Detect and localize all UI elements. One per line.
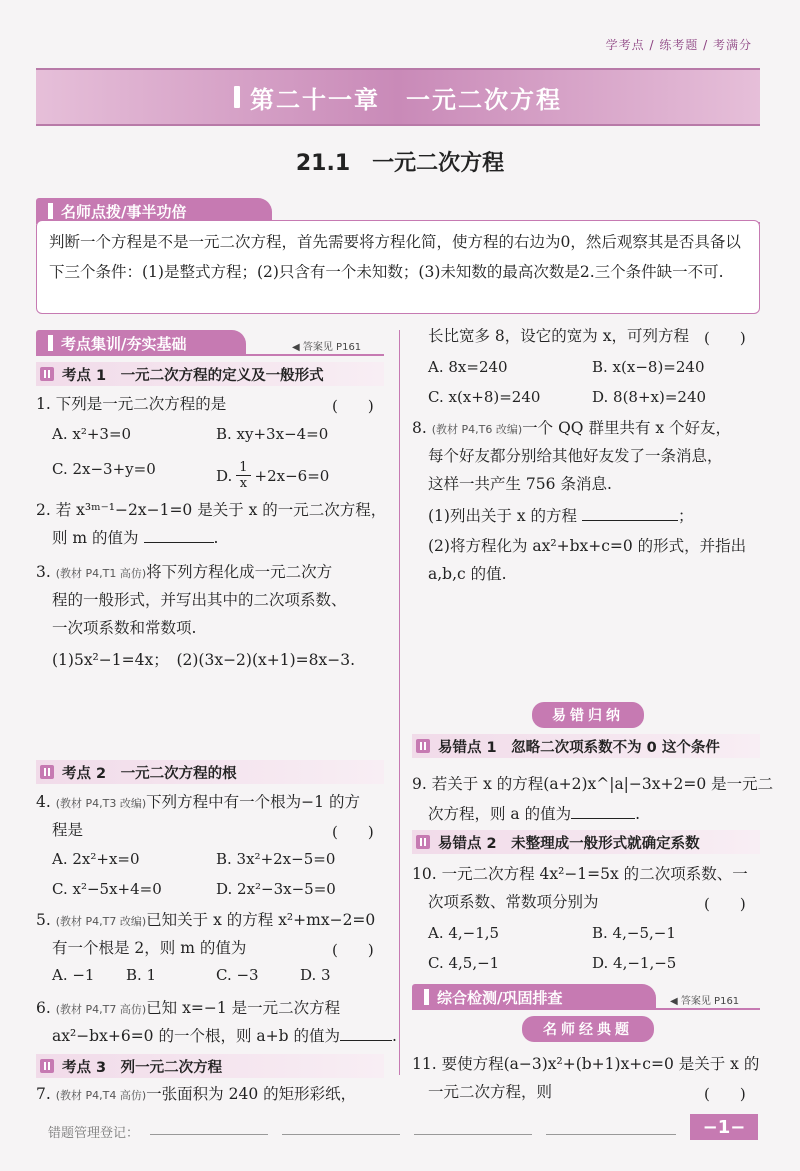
q1-stem: 1. 下列是一元二次方程的是 [36,395,227,413]
q8-line4-end: ； [678,507,694,525]
q5-number: 5. [36,911,51,929]
err-1-label: 易错点 1 忽略二次项系数不为 0 这个条件 [438,739,720,756]
footer-line-4[interactable] [546,1134,676,1135]
bar-icon [48,335,53,351]
q4-line2: 程是 [52,821,84,839]
badge-error-summary: 易错归纳 [532,702,644,728]
kp-2 [36,760,384,784]
q7-option-b: B. x(x−8)=240 [592,358,705,376]
q10-line1: 10. 一元二次方程 4x²−1=5x 的二次项系数、一 [412,865,748,883]
q2-line1: 2. 若 x³ᵐ⁻¹−2x−1=0 是关于 x 的一元二次方程， [36,501,387,519]
q3-line2: 程的一般形式，并写出其中的二次项系数、 [52,591,347,609]
q8-line2: 每个好友都分别给其他好友发了一条消息， [428,447,723,465]
q7-option-a: A. 8x=240 [428,358,508,376]
q10-option-d: D. 4,−1,−5 [592,954,677,972]
kp-3 [36,1054,384,1078]
q1-option-c: C. 2x−3+y=0 [52,460,156,478]
q3-line1: 3. (教材 P4,T1 高仿)将下列方程化成一元二次方 [36,563,333,581]
q5-line2: 有一个根是 2，则 m 的值为 [52,939,247,957]
answer-ref-2-text: 答案见 P161 [680,996,740,1007]
chapter-title: 第二十一章 一元二次方程 [250,85,562,114]
bar-icon [48,203,53,219]
q4-line1 [36,788,360,818]
q7-line1 [36,1080,356,1110]
page-number: −1− [690,1114,758,1140]
q8-line3: 这样一共产生 756 条消息. [428,475,612,493]
q4-option-b: B. 3x²+2x−5=0 [216,850,336,868]
q2-line2: 则 m 的值为 . [52,529,219,547]
tip-box [36,220,760,314]
q1-d-numerator: 1 [236,460,250,476]
bar-icon [234,86,240,108]
footer-line-2[interactable] [282,1134,400,1135]
q5-line1 [36,906,375,936]
q1-paren: ( ) [332,397,374,415]
q8-number: 8. [412,419,427,437]
q5-paren: ( ) [332,941,374,959]
q1-option-a: A. x²+3=0 [52,425,132,443]
q8-line6: a,b,c 的值. [428,565,507,583]
q4-option-d: D. 2x²−3x−5=0 [216,880,336,898]
chapter-banner [36,68,760,126]
q8-source: (教材 P4,T6 改编) [431,423,523,436]
q7-option-c: C. x(x+8)=240 [428,388,541,406]
left-tab [36,330,246,356]
q7-line1-text: 一张面积为 240 的矩形彩纸， [146,1085,357,1103]
q11-line1: 11. 要使方程(a−3)x²+(b+1)x+c=0 是关于 x 的 [412,1055,760,1073]
bar-icon [424,989,429,1005]
q6-source: (教材 P4,T7 高仿) [55,1003,147,1016]
q5-option-b: B. 1 [126,966,157,984]
q3-line1-text: 将下列方程化成一元二次方 [146,563,333,581]
q1-option-b: B. xy+3x−4=0 [216,425,329,443]
pause-icon [40,765,54,779]
q10-option-a: A. 4,−1,5 [428,924,500,942]
q4-paren: ( ) [332,823,374,841]
q10-line2: 次项系数、常数项分别为 [428,893,599,911]
pause-icon [40,1059,54,1073]
q1-d-prefix: D. [216,466,233,485]
q7-source: (教材 P4,T4 高仿) [55,1089,147,1102]
q8-line4-text: (1)列出关于 x 的方程 [428,507,578,525]
q5-option-d: D. 3 [300,966,331,984]
q5-source: (教材 P4,T7 改编) [55,915,147,928]
left-tab-label: 考点集训/夯实基础 [61,334,187,353]
left-tab-underline [36,354,384,356]
q6-line1-text: 已知 x=−1 是一元二次方程 [146,999,341,1017]
q10-paren: ( ) [704,895,746,913]
footer-line-3[interactable] [414,1134,532,1135]
q11-paren: ( ) [704,1085,746,1103]
tip-tab-label: 名师点拨/事半功倍 [61,202,187,221]
err-2-label: 易错点 2 未整理成一般形式就确定系数 [438,835,700,852]
kp-2-label: 考点 2 一元二次方程的根 [62,765,237,782]
q10-option-b: B. 4,−5,−1 [592,924,676,942]
q7-option-d: D. 8(8+x)=240 [592,388,707,406]
q10-option-c: C. 4,5,−1 [428,954,500,972]
q2-blank[interactable] [144,542,214,543]
kp-3-label: 考点 3 列一元二次方程 [62,1059,223,1076]
kp-1 [36,362,384,386]
q1-d-fraction [236,460,250,491]
q8-line1-text: 一个 QQ 群里共有 x 个好友， [522,419,732,437]
footer-label: 错题管理登记： [48,1126,140,1141]
q7-paren: ( ) [704,329,746,347]
answer-ref-2: ◀ 答案见 P161 [670,996,740,1007]
q9-line2-text: 次方程，则 a 的值为 [428,805,572,823]
err-1 [412,734,760,758]
answer-ref-text: 答案见 P161 [302,342,362,353]
q9-line2: 次方程，则 a 的值为 . [428,805,641,823]
q4-option-a: A. 2x²+x=0 [52,850,140,868]
q8-blank[interactable] [582,520,678,521]
q6-line2-text: ax²−bx+6=0 的一个根，则 a+b 的值为 [52,1027,340,1045]
q4-number: 4. [36,793,51,811]
q3-line4: (1)5x²−1=4x； (2)(3x−2)(x+1)=8x−3. [52,651,356,669]
q5-option-a: A. −1 [52,966,95,984]
q1-option-d [216,460,329,491]
q3-source: (教材 P4,T1 高仿) [55,567,147,580]
q6-blank[interactable] [340,1040,392,1041]
q1-d-denominator: x [239,476,248,491]
right-tab [412,984,656,1010]
q7-number: 7. [36,1085,51,1103]
q5-line1-text: 已知关于 x 的方程 x²+mx−2=0 [146,911,376,929]
footer-line-1[interactable] [150,1134,268,1135]
section-title: 21.1 一元二次方程 [295,151,505,176]
q6-line1 [36,994,340,1024]
q9-line1: 9. 若关于 x 的方程(a+2)x^|a|−3x+2=0 是一元二 [412,775,774,793]
q11-line2: 一元二次方程，则 [428,1083,553,1101]
q8-line1 [412,414,731,444]
q7-line2: 长比宽多 8，设它的宽为 x，可列方程 [428,327,689,345]
pause-icon [416,835,430,849]
err-2 [412,830,760,854]
q9-blank[interactable] [571,818,635,819]
pause-icon [416,739,430,753]
right-tab-underline [412,1008,760,1010]
tip-text: 判断一个方程是不是一元二次方程，首先需要将方程化简，使方程的右边为0，然后观察其是否具备以下三个条件：(1)是整式方程；(2)只含有一个未知数；(3)未知数的最高次数是2.三个条件缺一不可. [49,233,741,281]
top-nav: 学考点 / 练考题 / 考满分 [605,38,752,52]
badge-classic: 名师经典题 [522,1016,654,1042]
column-divider [399,330,400,1075]
q6-line2: ax²−bx+6=0 的一个根，则 a+b 的值为 . [52,1027,397,1045]
q6-number: 6. [36,999,51,1017]
q5-option-c: C. −3 [216,966,259,984]
q8-line4 [428,502,694,530]
q3-line3: 一次项系数和常数项. [52,619,197,637]
q8-line5: (2)将方程化为 ax²+bx+c=0 的形式，并指出 [428,537,747,555]
q4-source: (教材 P4,T3 改编) [55,797,147,810]
answer-ref: ◀ 答案见 P161 [292,342,362,353]
right-tab-label: 综合检测/巩固排查 [437,988,563,1007]
q4-option-c: C. x²−5x+4=0 [52,880,162,898]
q1-d-suffix: +2x−6=0 [254,466,330,485]
q4-line1-text: 下列方程中有一个根为−1 的方 [146,793,360,811]
kp-1-label: 考点 1 一元二次方程的定义及一般形式 [62,367,324,384]
pause-icon [40,367,54,381]
q2-line2-text: 则 m 的值为 [52,529,139,547]
